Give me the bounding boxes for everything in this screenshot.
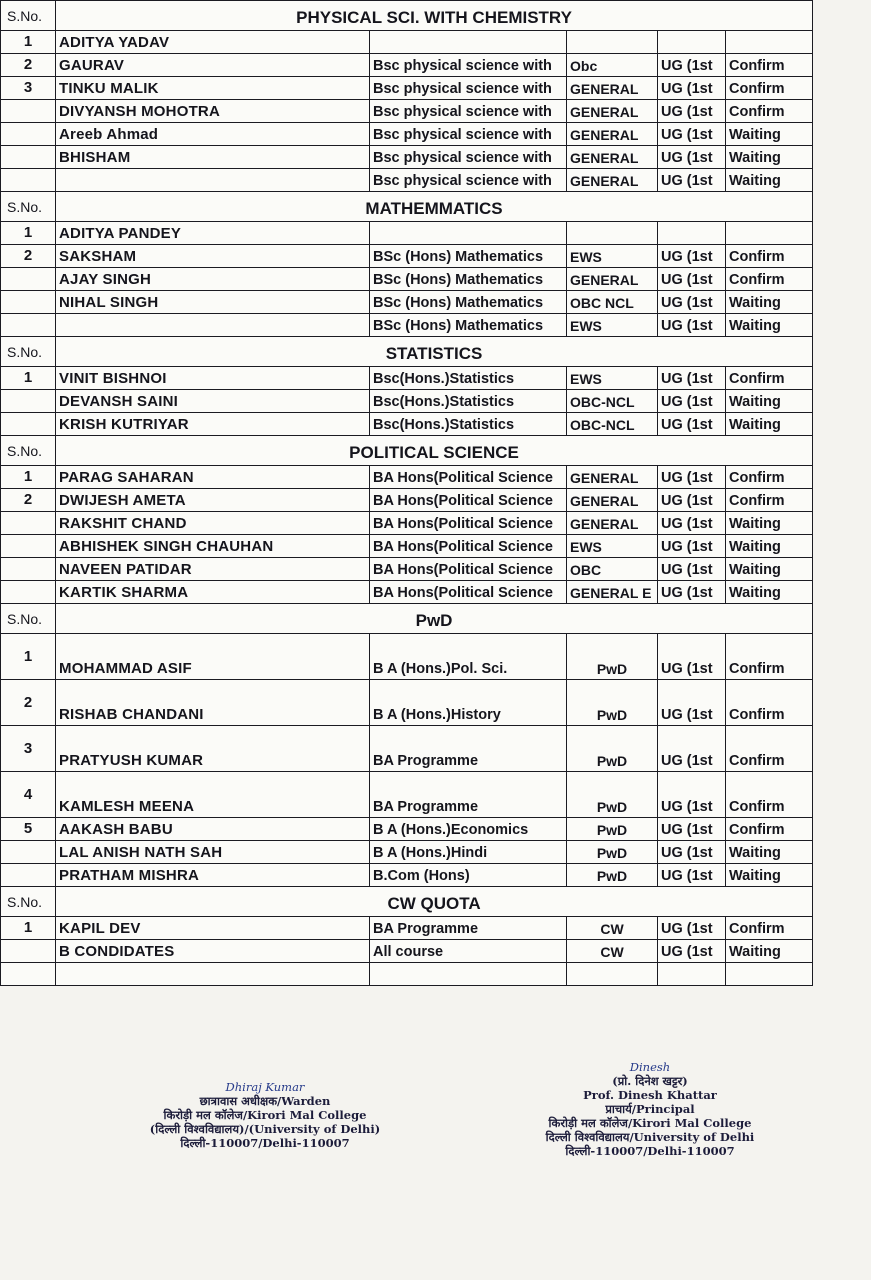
- course-cell: BA Hons(Political Science: [370, 512, 567, 535]
- student-name-cell: NIHAL SINGH: [56, 291, 370, 314]
- section-header-row: [1, 337, 813, 367]
- serial-number-cell: [1, 963, 56, 986]
- course-cell: B A (Hons.)History: [370, 680, 567, 726]
- serial-number-cell: 2: [1, 245, 56, 268]
- warden-signature-block: [110, 1080, 420, 1150]
- warden-stamp-line: दिल्ली-110007/Delhi-110007: [180, 1136, 350, 1150]
- course-cell: B.Com (Hons): [370, 864, 567, 887]
- status-cell: Confirm: [726, 466, 813, 489]
- serial-number-cell: [1, 558, 56, 581]
- table-row: [1, 917, 813, 940]
- serial-number-cell: [1, 512, 56, 535]
- category-cell: GENERAL: [567, 146, 658, 169]
- level-cell: UG (1st: [658, 864, 726, 887]
- serial-number-cell: [1, 291, 56, 314]
- status-cell: Waiting: [726, 123, 813, 146]
- serial-number-cell: [1, 314, 56, 337]
- table-row: [1, 535, 813, 558]
- serial-number-cell: [1, 535, 56, 558]
- course-cell: BA Programme: [370, 726, 567, 772]
- course-cell: Bsc physical science with: [370, 100, 567, 123]
- status-cell: Waiting: [726, 413, 813, 436]
- principal-stamp-line: किरोड़ी मल कॉलेज/Kirori Mal College: [548, 1116, 752, 1130]
- level-cell: UG (1st: [658, 680, 726, 726]
- serial-number-cell: [1, 413, 56, 436]
- category-cell: EWS: [567, 245, 658, 268]
- level-cell: UG (1st: [658, 291, 726, 314]
- serial-number-cell: [1, 864, 56, 887]
- student-name-cell: KAMLESH MEENA: [56, 772, 370, 818]
- category-cell: PwD: [567, 726, 658, 772]
- level-cell: UG (1st: [658, 245, 726, 268]
- status-cell: Waiting: [726, 581, 813, 604]
- level-cell: UG (1st: [658, 489, 726, 512]
- level-cell: UG (1st: [658, 558, 726, 581]
- sno-header: S.No.: [1, 192, 56, 222]
- student-name-cell: LAL ANISH NATH SAH: [56, 841, 370, 864]
- student-name-cell: AAKASH BABU: [56, 818, 370, 841]
- course-cell: Bsc(Hons.)Statistics: [370, 413, 567, 436]
- principal-stamp-line: (प्रो. दिनेश खट्टर): [612, 1074, 688, 1088]
- course-cell: BSc (Hons) Mathematics: [370, 314, 567, 337]
- serial-number-cell: 2: [1, 489, 56, 512]
- course-cell: Bsc physical science with: [370, 169, 567, 192]
- course-cell: BSc (Hons) Mathematics: [370, 245, 567, 268]
- section-title: STATISTICS: [56, 337, 813, 367]
- course-cell: BSc (Hons) Mathematics: [370, 268, 567, 291]
- course-cell: BA Hons(Political Science: [370, 535, 567, 558]
- level-cell: UG (1st: [658, 726, 726, 772]
- level-cell: UG (1st: [658, 100, 726, 123]
- course-cell: BA Hons(Political Science: [370, 581, 567, 604]
- category-cell: GENERAL: [567, 466, 658, 489]
- status-cell: Waiting: [726, 390, 813, 413]
- level-cell: UG (1st: [658, 314, 726, 337]
- status-cell: Waiting: [726, 314, 813, 337]
- course-cell: Bsc physical science with: [370, 146, 567, 169]
- student-name-cell: AJAY SINGH: [56, 268, 370, 291]
- category-cell: GENERAL: [567, 512, 658, 535]
- status-cell: Waiting: [726, 512, 813, 535]
- level-cell: [658, 963, 726, 986]
- serial-number-cell: [1, 268, 56, 291]
- level-cell: UG (1st: [658, 123, 726, 146]
- category-cell: [567, 31, 658, 54]
- course-cell: Bsc physical science with: [370, 123, 567, 146]
- category-cell: PwD: [567, 841, 658, 864]
- course-cell: All course: [370, 940, 567, 963]
- serial-number-cell: 2: [1, 680, 56, 726]
- status-cell: [726, 31, 813, 54]
- course-cell: B A (Hons.)Pol. Sci.: [370, 634, 567, 680]
- table-row: [1, 54, 813, 77]
- student-name-cell: ADITYA YADAV: [56, 31, 370, 54]
- student-name-cell: TINKU MALIK: [56, 77, 370, 100]
- category-cell: EWS: [567, 314, 658, 337]
- category-cell: GENERAL: [567, 169, 658, 192]
- student-name-cell: Areeb Ahmad: [56, 123, 370, 146]
- course-cell: Bsc physical science with: [370, 54, 567, 77]
- section-title: POLITICAL SCIENCE: [56, 436, 813, 466]
- student-name-cell: [56, 314, 370, 337]
- status-cell: Confirm: [726, 489, 813, 512]
- signature-area: [0, 1060, 871, 1280]
- category-cell: GENERAL: [567, 77, 658, 100]
- level-cell: UG (1st: [658, 772, 726, 818]
- table-row: [1, 864, 813, 887]
- category-cell: GENERAL: [567, 100, 658, 123]
- table-row: [1, 31, 813, 54]
- student-name-cell: B CONDIDATES: [56, 940, 370, 963]
- status-cell: Confirm: [726, 54, 813, 77]
- serial-number-cell: 1: [1, 466, 56, 489]
- serial-number-cell: 2: [1, 54, 56, 77]
- serial-number-cell: 1: [1, 634, 56, 680]
- student-name-cell: [56, 169, 370, 192]
- category-cell: OBC NCL: [567, 291, 658, 314]
- course-cell: BA Hons(Political Science: [370, 466, 567, 489]
- category-cell: PwD: [567, 680, 658, 726]
- course-cell: [370, 31, 567, 54]
- serial-number-cell: 1: [1, 222, 56, 245]
- warden-signature: Dhiraj Kumar: [225, 1080, 305, 1094]
- table-row: [1, 77, 813, 100]
- status-cell: Confirm: [726, 245, 813, 268]
- status-cell: Waiting: [726, 864, 813, 887]
- status-cell: Waiting: [726, 146, 813, 169]
- category-cell: EWS: [567, 367, 658, 390]
- warden-stamp-line: (दिल्ली विश्वविद्यालय)/(University of Delhi): [149, 1122, 381, 1136]
- course-cell: B A (Hons.)Economics: [370, 818, 567, 841]
- course-cell: BSc (Hons) Mathematics: [370, 291, 567, 314]
- student-name-cell: KRISH KUTRIYAR: [56, 413, 370, 436]
- status-cell: [726, 963, 813, 986]
- level-cell: UG (1st: [658, 54, 726, 77]
- principal-signature: Dinesh: [629, 1060, 671, 1074]
- student-name-cell: MOHAMMAD ASIF: [56, 634, 370, 680]
- student-name-cell: [56, 963, 370, 986]
- section-title: PHYSICAL SCI. WITH CHEMISTRY: [56, 1, 813, 31]
- status-cell: Confirm: [726, 917, 813, 940]
- table-row: [1, 841, 813, 864]
- level-cell: UG (1st: [658, 390, 726, 413]
- table-row: [1, 818, 813, 841]
- section-header-row: [1, 436, 813, 466]
- level-cell: UG (1st: [658, 940, 726, 963]
- table-row: [1, 123, 813, 146]
- sno-header: S.No.: [1, 887, 56, 917]
- course-cell: Bsc physical science with: [370, 77, 567, 100]
- student-name-cell: VINIT BISHNOI: [56, 367, 370, 390]
- category-cell: Obc: [567, 54, 658, 77]
- student-name-cell: ABHISHEK SINGH CHAUHAN: [56, 535, 370, 558]
- table-row: [1, 512, 813, 535]
- student-name-cell: RISHAB CHANDANI: [56, 680, 370, 726]
- table-row: [1, 772, 813, 818]
- serial-number-cell: [1, 100, 56, 123]
- sno-header: S.No.: [1, 604, 56, 634]
- table-row: [1, 245, 813, 268]
- course-cell: Bsc(Hons.)Statistics: [370, 390, 567, 413]
- status-cell: Waiting: [726, 940, 813, 963]
- level-cell: [658, 31, 726, 54]
- table-row: [1, 146, 813, 169]
- status-cell: Confirm: [726, 268, 813, 291]
- student-name-cell: KAPIL DEV: [56, 917, 370, 940]
- level-cell: UG (1st: [658, 77, 726, 100]
- level-cell: UG (1st: [658, 413, 726, 436]
- level-cell: UG (1st: [658, 367, 726, 390]
- level-cell: UG (1st: [658, 634, 726, 680]
- table-row: [1, 634, 813, 680]
- level-cell: UG (1st: [658, 466, 726, 489]
- table-row: [1, 390, 813, 413]
- section-header-row: [1, 604, 813, 634]
- serial-number-cell: [1, 169, 56, 192]
- level-cell: UG (1st: [658, 268, 726, 291]
- principal-signature-block: [505, 1060, 795, 1158]
- category-cell: GENERAL: [567, 489, 658, 512]
- section-header-row: [1, 887, 813, 917]
- principal-stamp-line: Prof. Dinesh Khattar: [583, 1088, 717, 1102]
- serial-number-cell: [1, 940, 56, 963]
- category-cell: CW: [567, 917, 658, 940]
- status-cell: Confirm: [726, 680, 813, 726]
- table-row: [1, 314, 813, 337]
- level-cell: [658, 222, 726, 245]
- status-cell: Confirm: [726, 726, 813, 772]
- serial-number-cell: 3: [1, 77, 56, 100]
- section-header-row: [1, 1, 813, 31]
- section-title: CW QUOTA: [56, 887, 813, 917]
- warden-stamp-line: किरोड़ी मल कॉलेज/Kirori Mal College: [163, 1108, 367, 1122]
- student-name-cell: DIVYANSH MOHOTRA: [56, 100, 370, 123]
- status-cell: Waiting: [726, 169, 813, 192]
- serial-number-cell: [1, 841, 56, 864]
- student-name-cell: PRATHAM MISHRA: [56, 864, 370, 887]
- student-name-cell: PARAG SAHARAN: [56, 466, 370, 489]
- table-row: [1, 726, 813, 772]
- serial-number-cell: 1: [1, 367, 56, 390]
- principal-stamp-line: दिल्ली विश्वविद्यालय/University of Delhi: [545, 1130, 755, 1144]
- category-cell: PwD: [567, 634, 658, 680]
- table-row: [1, 100, 813, 123]
- level-cell: UG (1st: [658, 535, 726, 558]
- course-cell: BA Programme: [370, 772, 567, 818]
- table-row: [1, 268, 813, 291]
- serial-number-cell: [1, 146, 56, 169]
- section-title: MATHEMMATICS: [56, 192, 813, 222]
- level-cell: UG (1st: [658, 169, 726, 192]
- serial-number-cell: 5: [1, 818, 56, 841]
- table-row: [1, 169, 813, 192]
- category-cell: CW: [567, 940, 658, 963]
- status-cell: Waiting: [726, 558, 813, 581]
- level-cell: UG (1st: [658, 512, 726, 535]
- course-cell: [370, 222, 567, 245]
- student-name-cell: ADITYA PANDEY: [56, 222, 370, 245]
- sno-header: S.No.: [1, 337, 56, 367]
- student-name-cell: SAKSHAM: [56, 245, 370, 268]
- student-name-cell: PRATYUSH KUMAR: [56, 726, 370, 772]
- status-cell: Waiting: [726, 291, 813, 314]
- student-name-cell: GAURAV: [56, 54, 370, 77]
- serial-number-cell: 3: [1, 726, 56, 772]
- serial-number-cell: [1, 581, 56, 604]
- category-cell: OBC: [567, 558, 658, 581]
- table-row: [1, 581, 813, 604]
- serial-number-cell: 1: [1, 917, 56, 940]
- status-cell: Waiting: [726, 535, 813, 558]
- student-name-cell: NAVEEN PATIDAR: [56, 558, 370, 581]
- table-row: [1, 367, 813, 390]
- category-cell: [567, 963, 658, 986]
- table-row: [1, 558, 813, 581]
- category-cell: PwD: [567, 864, 658, 887]
- level-cell: UG (1st: [658, 818, 726, 841]
- category-cell: GENERAL: [567, 268, 658, 291]
- course-cell: BA Hons(Political Science: [370, 489, 567, 512]
- level-cell: UG (1st: [658, 146, 726, 169]
- principal-stamp-line: प्राचार्य/Principal: [605, 1102, 695, 1116]
- status-cell: Confirm: [726, 367, 813, 390]
- serial-number-cell: 4: [1, 772, 56, 818]
- level-cell: UG (1st: [658, 841, 726, 864]
- serial-number-cell: [1, 123, 56, 146]
- level-cell: UG (1st: [658, 917, 726, 940]
- sno-header: S.No.: [1, 1, 56, 31]
- table-row: [1, 680, 813, 726]
- status-cell: Confirm: [726, 818, 813, 841]
- course-cell: B A (Hons.)Hindi: [370, 841, 567, 864]
- table-row: [1, 489, 813, 512]
- table-row: [1, 466, 813, 489]
- student-name-cell: KARTIK SHARMA: [56, 581, 370, 604]
- level-cell: UG (1st: [658, 581, 726, 604]
- category-cell: PwD: [567, 772, 658, 818]
- table-row: [1, 413, 813, 436]
- status-cell: Confirm: [726, 634, 813, 680]
- category-cell: GENERAL: [567, 123, 658, 146]
- student-name-cell: BHISHAM: [56, 146, 370, 169]
- status-cell: Confirm: [726, 100, 813, 123]
- course-cell: BA Hons(Political Science: [370, 558, 567, 581]
- serial-number-cell: 1: [1, 31, 56, 54]
- table-row: [1, 222, 813, 245]
- table-row: [1, 963, 813, 986]
- student-name-cell: DEVANSH SAINI: [56, 390, 370, 413]
- student-name-cell: RAKSHIT CHAND: [56, 512, 370, 535]
- student-name-cell: DWIJESH AMETA: [56, 489, 370, 512]
- table-row: [1, 291, 813, 314]
- category-cell: [567, 222, 658, 245]
- status-cell: Confirm: [726, 77, 813, 100]
- section-header-row: [1, 192, 813, 222]
- warden-stamp-line: छात्रावास अधीक्षक/Warden: [199, 1094, 331, 1108]
- principal-stamp-line: दिल्ली-110007/Delhi-110007: [565, 1144, 735, 1158]
- category-cell: GENERAL E: [567, 581, 658, 604]
- course-cell: [370, 963, 567, 986]
- status-cell: Confirm: [726, 772, 813, 818]
- course-cell: Bsc(Hons.)Statistics: [370, 367, 567, 390]
- category-cell: OBC-NCL: [567, 413, 658, 436]
- section-title: PwD: [56, 604, 813, 634]
- status-cell: [726, 222, 813, 245]
- table-row: [1, 940, 813, 963]
- category-cell: PwD: [567, 818, 658, 841]
- serial-number-cell: [1, 390, 56, 413]
- category-cell: OBC-NCL: [567, 390, 658, 413]
- sno-header: S.No.: [1, 436, 56, 466]
- category-cell: EWS: [567, 535, 658, 558]
- course-cell: BA Programme: [370, 917, 567, 940]
- status-cell: Waiting: [726, 841, 813, 864]
